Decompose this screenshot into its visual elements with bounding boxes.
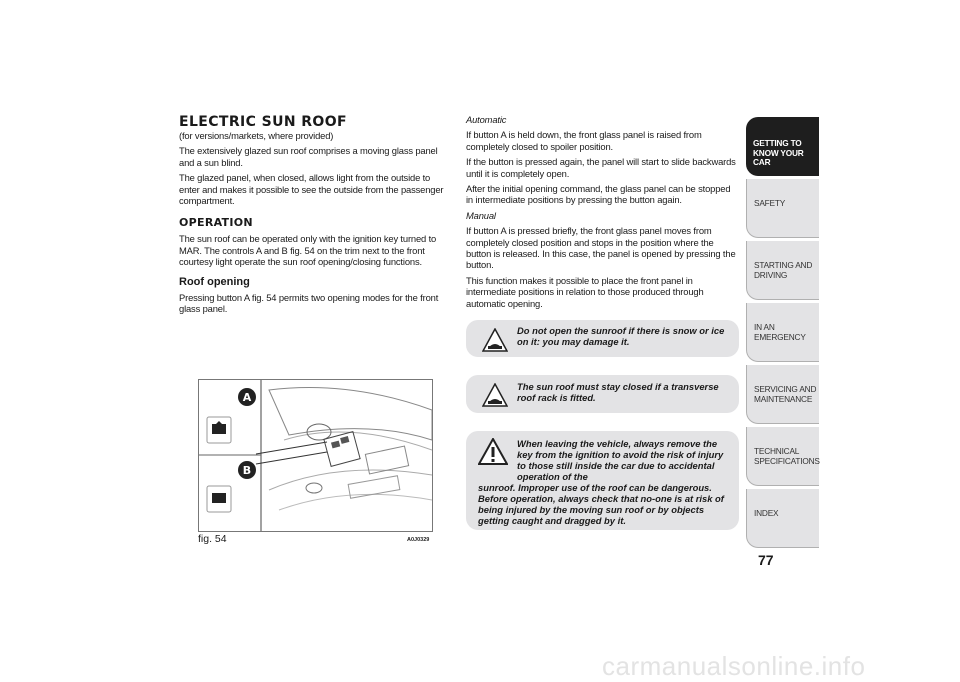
tab-getting-to-know[interactable]: GETTING TO KNOW YOUR CAR [746,117,819,176]
tab-emergency[interactable]: IN AN EMERGENCY [746,303,819,362]
operation-heading: OPERATION [179,216,253,230]
callout-b: B [242,464,252,477]
subtitle: (for versions/markets, where provided) [179,130,334,141]
sunroof-controls-illustration [199,380,432,531]
car-roof-icon [482,383,508,407]
section-title: ELECTRIC SUN ROOF [179,114,347,130]
page-number: 77 [758,552,774,568]
tab-technical[interactable]: TECHNICAL SPECIFICATIONS [746,427,819,486]
figure-label: fig. 54 [198,533,227,545]
paragraph: If the button is pressed again, the panel will start to slide backwards until it is completely open. [466,156,736,179]
warning-box-snow [466,320,739,357]
chapter-tabs [746,117,819,551]
warning-text-lead: When leaving the vehicle, always remove the key from the ignition to avoid the risk of injury to those still inside the car due to accidental operation of the [517,438,724,482]
paragraph: After the initial opening command, the glass panel can be stopped in intermediate positions by pressing the button again. [466,183,731,206]
right-column [466,114,739,313]
paragraph: The glazed panel, when closed, allows light from the outside to enter and makes it possible to see the outside from the passenger compartment. [179,172,444,207]
warning-text: Do not open the sunroof if there is snow or ice on it: you may damage it. [517,325,725,347]
roof-opening-heading: Roof opening [179,275,250,288]
warning-triangle-icon [478,438,508,465]
warning-text: The sun roof must stay closed if a transverse roof rack is fitted. [517,381,719,403]
paragraph: If button A is pressed briefly, the front glass panel moves from completely closed position and stops in the position where the button is released. In this case, the panel is opened by pressing the button. [466,225,736,271]
paragraph: The extensively glazed sun roof comprises a moving glass panel and a sun blind. [179,145,438,168]
callout-a: A [242,391,252,404]
tab-index[interactable]: INDEX [746,489,819,548]
paragraph: This function makes it possible to place the front panel in intermediate positions in relation to those produced through automatic opening. [466,274,704,309]
warning-text-rest: sunroof. Improper use of the roof can be dangerous. Before operation, always check that no-one is at risk of being injured by the moving sun roof or by objects getting caught and dragged by it. [478,482,724,526]
tab-servicing[interactable]: SERVICING AND MAINTENANCE [746,365,819,424]
paragraph: The sun roof can be operated only with the ignition key turned to MAR. The controls A and B fig. 54 on the trim next to the front courtesy light operate the sun roof opening/closing functions. [179,233,437,268]
car-roof-icon [482,328,508,352]
manual-label: Manual [466,209,496,221]
paragraph: Pressing button A fig. 54 permits two opening modes for the front glass panel. [179,291,439,315]
paragraph: If button A is held down, the front glass panel is raised from completely closed to spoiler position. [466,129,702,152]
tab-starting-driving[interactable]: STARTING AND DRIVING [746,241,819,300]
left-column [179,114,451,318]
watermark: carmanualsonline.info [602,651,866,681]
figure-code: A0J0329 [407,537,430,543]
automatic-label: Automatic [466,114,507,125]
warning-box-key [466,431,739,530]
tab-safety[interactable]: SAFETY [746,179,819,238]
figure-54 [198,379,433,532]
warning-box-roof-rack [466,375,739,413]
